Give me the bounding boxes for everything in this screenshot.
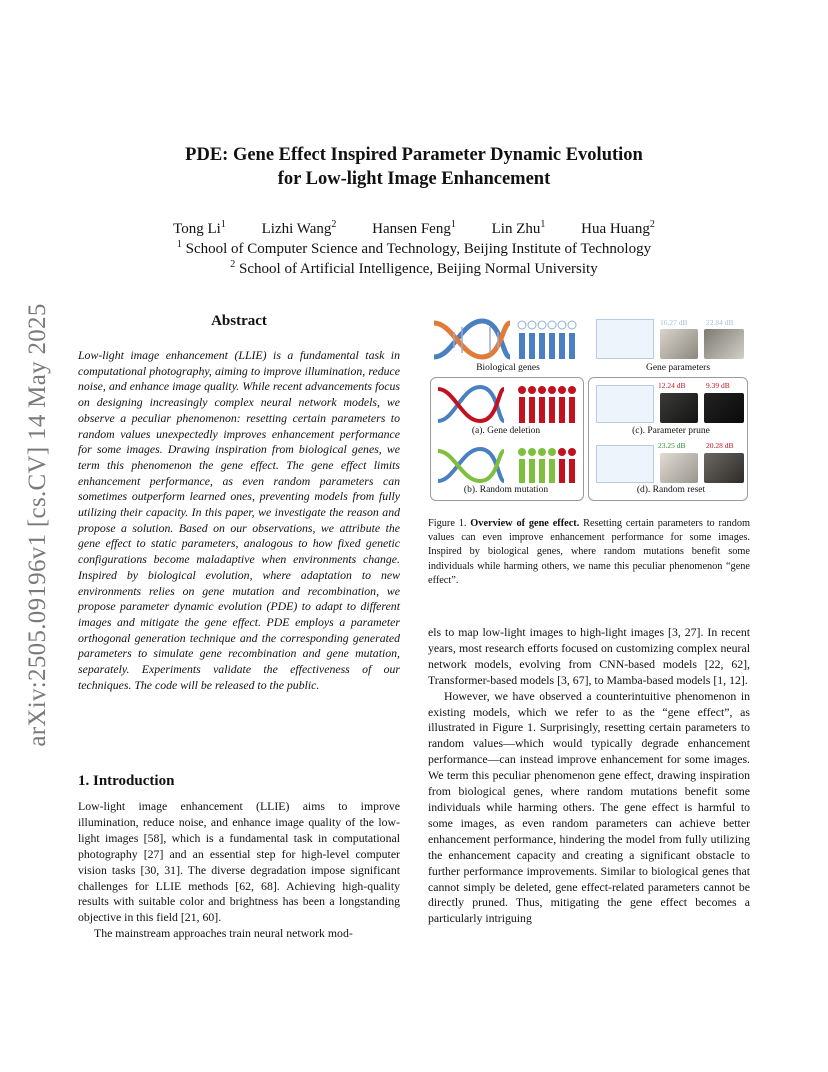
dna-helix-icon: [432, 317, 512, 363]
people-group-icon: [516, 319, 578, 361]
author: Lin Zhu$^1$: [491, 219, 546, 237]
psnr-value: 22.84 dB: [706, 318, 734, 327]
label-random-mutation: (b). Random mutation: [463, 485, 549, 495]
affiliation-1: $^1$ School of Computer Science and Technology, Beijing Institute of Technology: [176, 239, 652, 257]
title-line-2: for Low-light Image Enhancement: [277, 169, 551, 189]
psnr-value: 23.25 dB: [658, 441, 686, 450]
enhanced-image: [660, 329, 698, 359]
enhanced-image: [704, 393, 744, 423]
paragraph: However, we have observed a counterintuitive phenomenon in existing models, which we refer to as the “gene effect”, as illustrated in Figure 1. Surprisingly, resetting certain parameters to random values—which would typically degrade enhancement performance—can instead improve enhancement for some images. We term this peculiar phenomenon gene effect, drawing inspiration from biological genes, where random mutations benefit some individuals while harming others. The gene effect is harmful to some images, as even random parameters can achieve better enhancement performance, hindering the model from fully utilizing the enhancement capacity and creating a significant obstacle to further performance improvements. Similar to biological genes that cannot simply be deleted, gene effect-related parameters cannot be directly pruned. Thus, mitigating the gene effect becomes a particularly intriguing: [428, 688, 750, 926]
label-gene-deletion: (a). Gene deletion: [471, 426, 541, 436]
psnr-value: 20.28 dB: [706, 441, 734, 450]
author: Hansen Feng$^1$: [372, 219, 456, 237]
label-random-reset: (d). Random reset: [636, 485, 706, 495]
author: Tong Li$^1$: [173, 219, 226, 237]
people-harmed-icon: [516, 385, 578, 425]
label-biological-genes: Biological genes: [476, 363, 540, 373]
network-diagram-pruned: [596, 385, 654, 423]
dna-mutation-icon: [436, 445, 506, 487]
section-heading: 1. Introduction: [78, 773, 175, 789]
label-parameter-prune: (c). Parameter prune: [632, 426, 710, 436]
label-gene-parameters: Gene parameters: [645, 363, 711, 373]
arxiv-id: arXiv:2505.09196v1 [cs.CV] 14 May 2025: [24, 303, 51, 747]
figure-1: [428, 313, 750, 503]
author-list: [0, 219, 828, 238]
affiliation-2: $^2$ School of Artificial Intelligence, Beijing Normal University: [230, 259, 598, 277]
abstract-text: Low-light image enhancement (LLIE) is a fundamental task in computational photography, aiming to improve illumination, reduce noise, and enhance image quality. While recent advancements focus on designing increasingly complex neural network models, we observe a peculiar phenomenon: resetting certain parameters to random values unexpectedly improves enhancement performance for some images. Drawing inspiration from biological genes, we term this phenomenon the gene effect. The gene effect limits enhancement performance, as even random parameters can sometimes outperform learned ones, preventing models from fully utilizing their capacity. In this paper, we investigate the reason and propose a solution. Based on our observations, we attribute the gene effect to static parameters, analogous to how fixed genetic configurations become maladaptive when environments change. Inspired by biological evolution, where adaptation to new environments relies on gene mutation and recombination, we propose parameter dynamic evolution (PDE) to adapt to different images and mitigate the gene effect. PDE employs a parameter orthogonal generation technique and the corresponding generated parameters to simulate gene recombination and gene mutation, separately. Experiments validate the effectiveness of our techniques. The code will be released to the public.: [78, 348, 400, 692]
paragraph: els to map low-light images to high-light images [3, 27]. In recent years, most research efforts focused on customizing complex neural network models, evolving from CNN-based models [22, 62], Transformer-based models [3, 67], to Mamba-based models [1, 12].: [428, 625, 750, 687]
dna-deletion-icon: [436, 383, 506, 427]
intro-left-column: [78, 799, 400, 942]
figure-caption: Figure 1. Overview of gene effect. Resetting certain parameters to random values can even improve enhancement performance for some images. Inspired by biological genes, where random mutations benefit some individuals while harming others, we name this peculiar phenomenon “gene effect”.: [428, 518, 750, 586]
abstract-heading: Abstract: [211, 313, 267, 329]
paragraph: The mainstream approaches train neural network mod-: [94, 926, 353, 941]
network-diagram: [596, 319, 654, 359]
author: Hua Huang$^2$: [581, 219, 655, 237]
network-diagram-reset: [596, 445, 654, 483]
people-mixed-icon: [516, 447, 578, 485]
enhanced-image: [660, 453, 698, 483]
arxiv-stamp: [8, 270, 68, 780]
enhanced-image: [704, 329, 744, 359]
enhanced-image: [660, 393, 698, 423]
author: Lizhi Wang$^2$: [261, 219, 337, 237]
psnr-value: 9.39 dB: [706, 381, 730, 390]
enhanced-image: [704, 453, 744, 483]
paper-title: [0, 143, 828, 191]
title-line-1: PDE: Gene Effect Inspired Parameter Dynamic Evolution: [185, 145, 643, 165]
intro-right-column: [428, 625, 750, 927]
psnr-value: 12.24 dB: [658, 381, 686, 390]
psnr-value: 16.27 dB: [660, 318, 688, 327]
paragraph: Low-light image enhancement (LLIE) aims to improve illumination, reduce noise, and enhance image quality of the low-light images [58], which is a fundamental task in computational photography [27] and an essential step for high-level computer vision tasks [30, 31]. The diverse degradation impose significant challenges for LLIE methods [62, 68]. Achieving high-quality results with suitable color and brightness has been a longstanding objective in this field [21, 60].: [78, 799, 400, 925]
